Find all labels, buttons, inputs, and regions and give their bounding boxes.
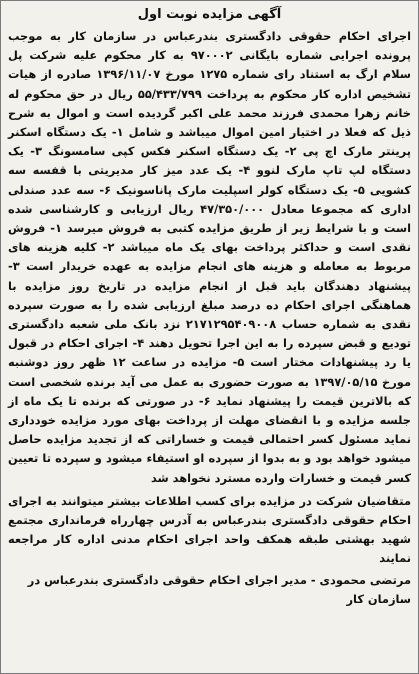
notice-contact-info: متقاضیان شرکت در مزایده برای کسب اطلاعات بیشتر میتوانند به اجرای احکام حقوقی دادگستری بندرعباس به آدرس چهارراه فرمانداری مجتمع شهید بهشتی طبقه همکف واحد اجرای احکام مدنی اداره کار مراجعه نمایند bbox=[8, 493, 411, 566]
notice-signature: مرتضی محمودی - مدیر اجرای احکام حقوقی دادگستری بندرعباس در سازمان کار bbox=[27, 572, 411, 606]
notice-body: اجرای احکام حقوقی دادگستری بندرعباس در سازمان کار به موجب پرونده اجرایی شماره بایگانی ۹۷۰۰۰۲ به کار محکوم علیه شرکت پل سلام ارگ به استناد رای شماره ۱۲۷۵ مورخ ۱۳۹۶/۱۱/۰۷ صادره از هیات تشخیص اداره کار محکوم به پرداخت ۵۵/۴۳۳/۷۹۹ ریال در حق محکوم له خانم زهرا محمدی فرزند محمد علی اکبر گردیده است و اموال به شرح ذیل که فعلا در اختیار امین اموال میباشد و شامل ۱- یک دستگاه اسکنر پرینتر مارک اچ پی ۲- یک دستگاه اسکنر فکس کپی سامسونگ ۳- یک دستگاه لپ تاپ مارک لنوو ۴- یک عدد میز کار مدیریتی با قفسه سه کشویی ۵- یک دستگاه کولر اسپلیت مارک پاناسونیک ۶- سه عدد صندلی اداری که مجموعا معادل ۴۷/۳۵۰/۰۰۰ ریال ارزیابی و کارشناسی شده است و با شرایط زیر از طریق مزایده کتبی به فروش میرسد ۱- فروش نقدی است و حداکثر پرداخت بهای یک ماه میباشد ۲- کلیه هزینه های مربوط به معامله و هزینه های انجام مزایده به عهده خریدار است ۳- پیشنهاد دهندگان باید قبل از انجام مزایده در تاریخ روز مزایده با هماهنگی اجرای احکام ده درصد مبلغ ارزیابی شده را به صورت سپرده نقدی به شماره حساب ۲۱۷۱۲۹۵۴۰۹۰۰۸ نزد بانک ملی شعبه دادگستری تودیع و قبض سپرده را به این اجرا تحویل دهند ۴- اجرای احکام در قبول یا رد پیشنهادات مختار است ۵- مزایده در ساعت ۱۲ ظهر روز دوشنبه مورخ ۱۳۹۷/۰۵/۱۵ به صورت حضوری به عمل می آید برنده شخصی است که بالاترین قیمت را پیشنهاد نماید ۶- در صورتی که برنده تا یک ماه از جلسه مزایده و با انقضای مهلت از پرداخت بهای مورد مزایده خودداری نماید مسئول کسر احتمالی قیمت و خساراتی که از تجدید مزایده حاصل میشود خواهد بود و به بدوا از سپرده او استیفاء میشود و سپرده تا تعیین کسر قیمت و خسارات وارده مسترد نخواهد شد bbox=[8, 29, 412, 485]
notice-title: آگهی مزایده نوبت اول bbox=[137, 7, 282, 22]
